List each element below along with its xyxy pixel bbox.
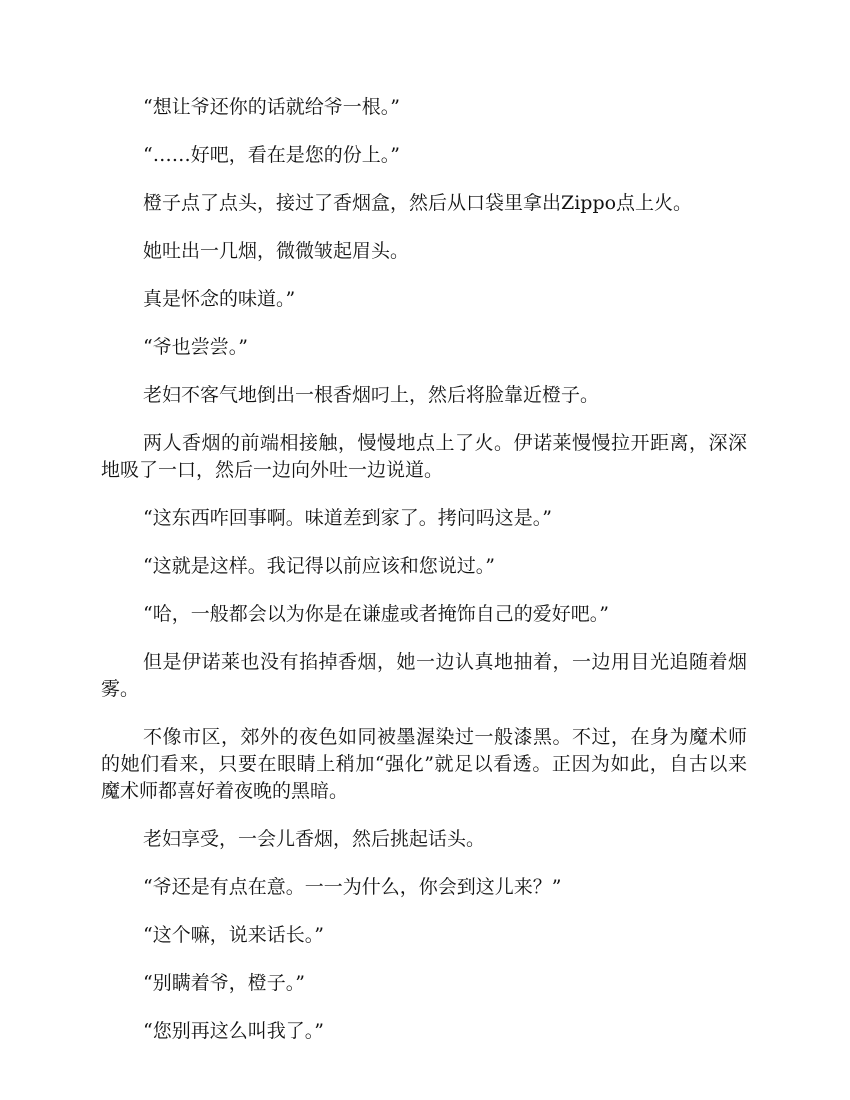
paragraph: 橙子点了点头，接过了香烟盒，然后从口袋里拿出Zippo点上火。 <box>143 192 693 214</box>
paragraph: “这个嘛，说来话长。” <box>143 924 324 946</box>
paragraph: 老妇不客气地倒出一根香烟叼上，然后将脸靠近橙子。 <box>143 384 600 406</box>
paragraph: 老妇享受，一会儿香烟，然后挑起话头。 <box>143 828 486 850</box>
paragraph: 两人香烟的前端相接触，慢慢地点上了火。伊诺莱慢慢拉开距离，深深地吸了一口，然后一边向外吐一边说道。 <box>101 432 747 481</box>
paragraph: 不像市区，郊外的夜色如同被墨渥染过一般漆黑。不过，在身为魔术师的她们看来，只要在眼睛上稍加“强化”就足以看透。正因为如此，自古以来魔术师都喜好着夜晚的黑暗。 <box>101 726 747 802</box>
paragraph: 她吐出一几烟，微微皱起眉头。 <box>143 240 410 262</box>
paragraph: “您别再这么叫我了。” <box>143 1020 324 1042</box>
paragraph: 真是怀念的味道。” <box>143 288 296 310</box>
paragraph: “……好吧，看在是您的份上。” <box>143 144 400 166</box>
document-page <box>101 94 747 1066</box>
paragraph: “爷也尝尝。” <box>143 336 248 358</box>
paragraph: “爷还是有点在意。一一为什么，你会到这儿来？” <box>143 876 562 898</box>
paragraph: “这就是这样。我记得以前应该和您说过。” <box>143 555 495 577</box>
paragraph: “想让爷还你的话就给爷一根。” <box>143 96 400 118</box>
paragraph: 但是伊诺莱也没有掐掉香烟，她一边认真地抽着，一边用目光追随着烟雾。 <box>101 651 747 700</box>
paragraph: “这东西咋回事啊。味道差到家了。拷问吗这是。” <box>143 507 552 529</box>
paragraph: “哈，一般都会以为你是在谦虚或者掩饰自己的爱好吧。” <box>143 603 609 625</box>
paragraph: “别瞒着爷，橙子。” <box>143 972 305 994</box>
